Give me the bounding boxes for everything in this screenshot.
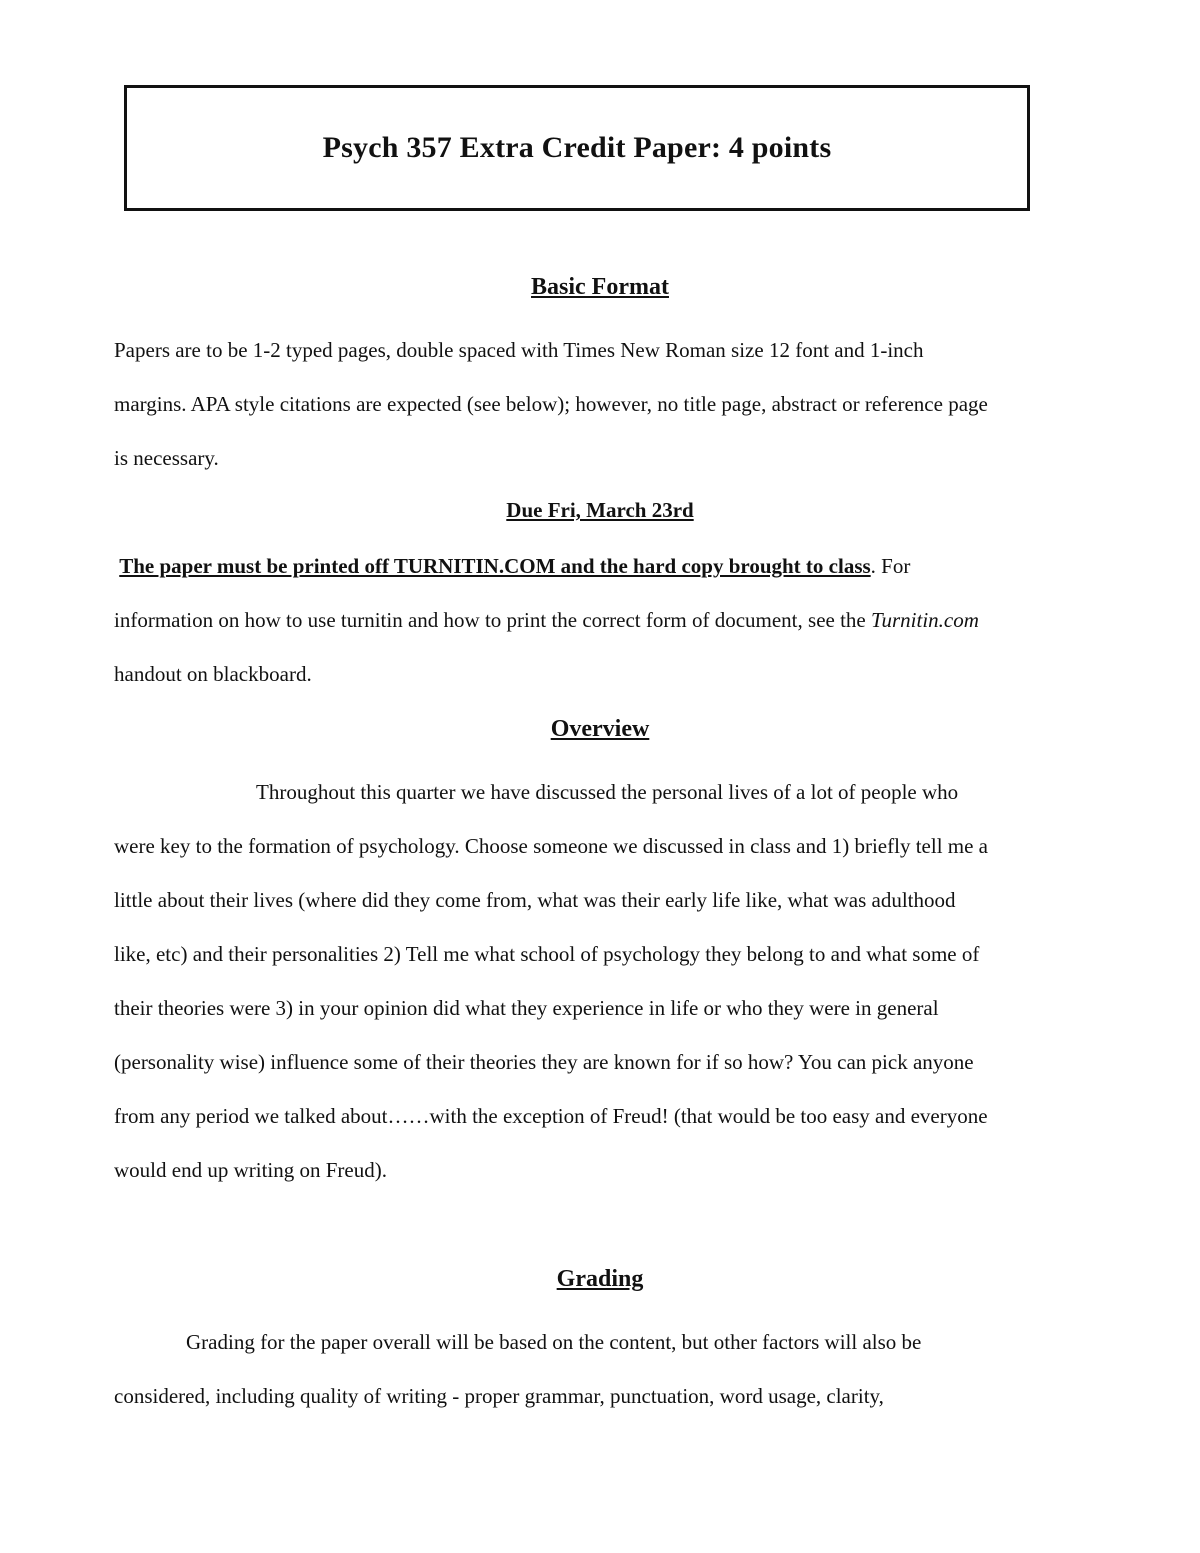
grading-heading: Grading (556, 1266, 644, 1292)
grading-line: Grading for the paper overall will be based on the content, but other factors will also be (186, 1330, 922, 1354)
basic-format-line: is necessary. (114, 446, 219, 470)
overview-line: (personality wise) influence some of their theories they are known for if so how? You can pick anyone (114, 1050, 974, 1074)
basic-format-line: Papers are to be 1-2 typed pages, double spaced with Times New Roman size 12 font and 1-inch (114, 338, 924, 362)
overview-heading: Overview (550, 716, 650, 742)
overview-line: would end up writing on Freud). (114, 1158, 387, 1182)
turnitin-line-3: handout on blackboard. (114, 662, 312, 686)
title-box (124, 85, 1030, 211)
document-title: Psych 357 Extra Credit Paper: 4 points (322, 131, 832, 164)
due-date-heading: Due Fri, March 23rd (506, 498, 694, 522)
overview-line: from any period we talked about……with the exception of Freud! (that would be too easy and everyone (114, 1104, 988, 1128)
turnitin-line-2-text: information on how to use turnitin and how to print the correct form of document, see the (114, 608, 871, 632)
turnitin-line-1-rest: . For (870, 554, 911, 578)
overview-line: little about their lives (where did they come from, what was their early life like, what was adulthood (114, 888, 956, 912)
turnitin-reference: Turnitin.com (870, 608, 979, 632)
basic-format-paragraph (114, 323, 1104, 485)
overview-line: like, etc) and their personalities 2) Tell me what school of psychology they belong to and what some of (114, 942, 980, 966)
turnitin-paragraph (114, 539, 1104, 701)
overview-line: Throughout this quarter we have discussed the personal lives of a lot of people who (256, 780, 959, 804)
overview-line: were key to the formation of psychology. Choose someone we discussed in class and 1) briefly tell me a (114, 834, 989, 858)
grading-line: considered, including quality of writing - proper grammar, punctuation, word usage, clarity, (114, 1384, 884, 1408)
grading-paragraph (114, 1315, 1104, 1423)
overview-line: their theories were 3) in your opinion did what they experience in life or who they were in general (114, 996, 939, 1020)
turnitin-line-2 (114, 593, 1104, 647)
basic-format-heading: Basic Format (531, 274, 669, 300)
overview-paragraph (114, 765, 1104, 1197)
basic-format-line: margins. APA style citations are expected (see below); however, no title page, abstract or reference page (114, 392, 988, 416)
turnitin-instruction: The paper must be printed off TURNITIN.COM and the hard copy brought to class (119, 554, 871, 578)
turnitin-line-1 (114, 539, 1104, 593)
